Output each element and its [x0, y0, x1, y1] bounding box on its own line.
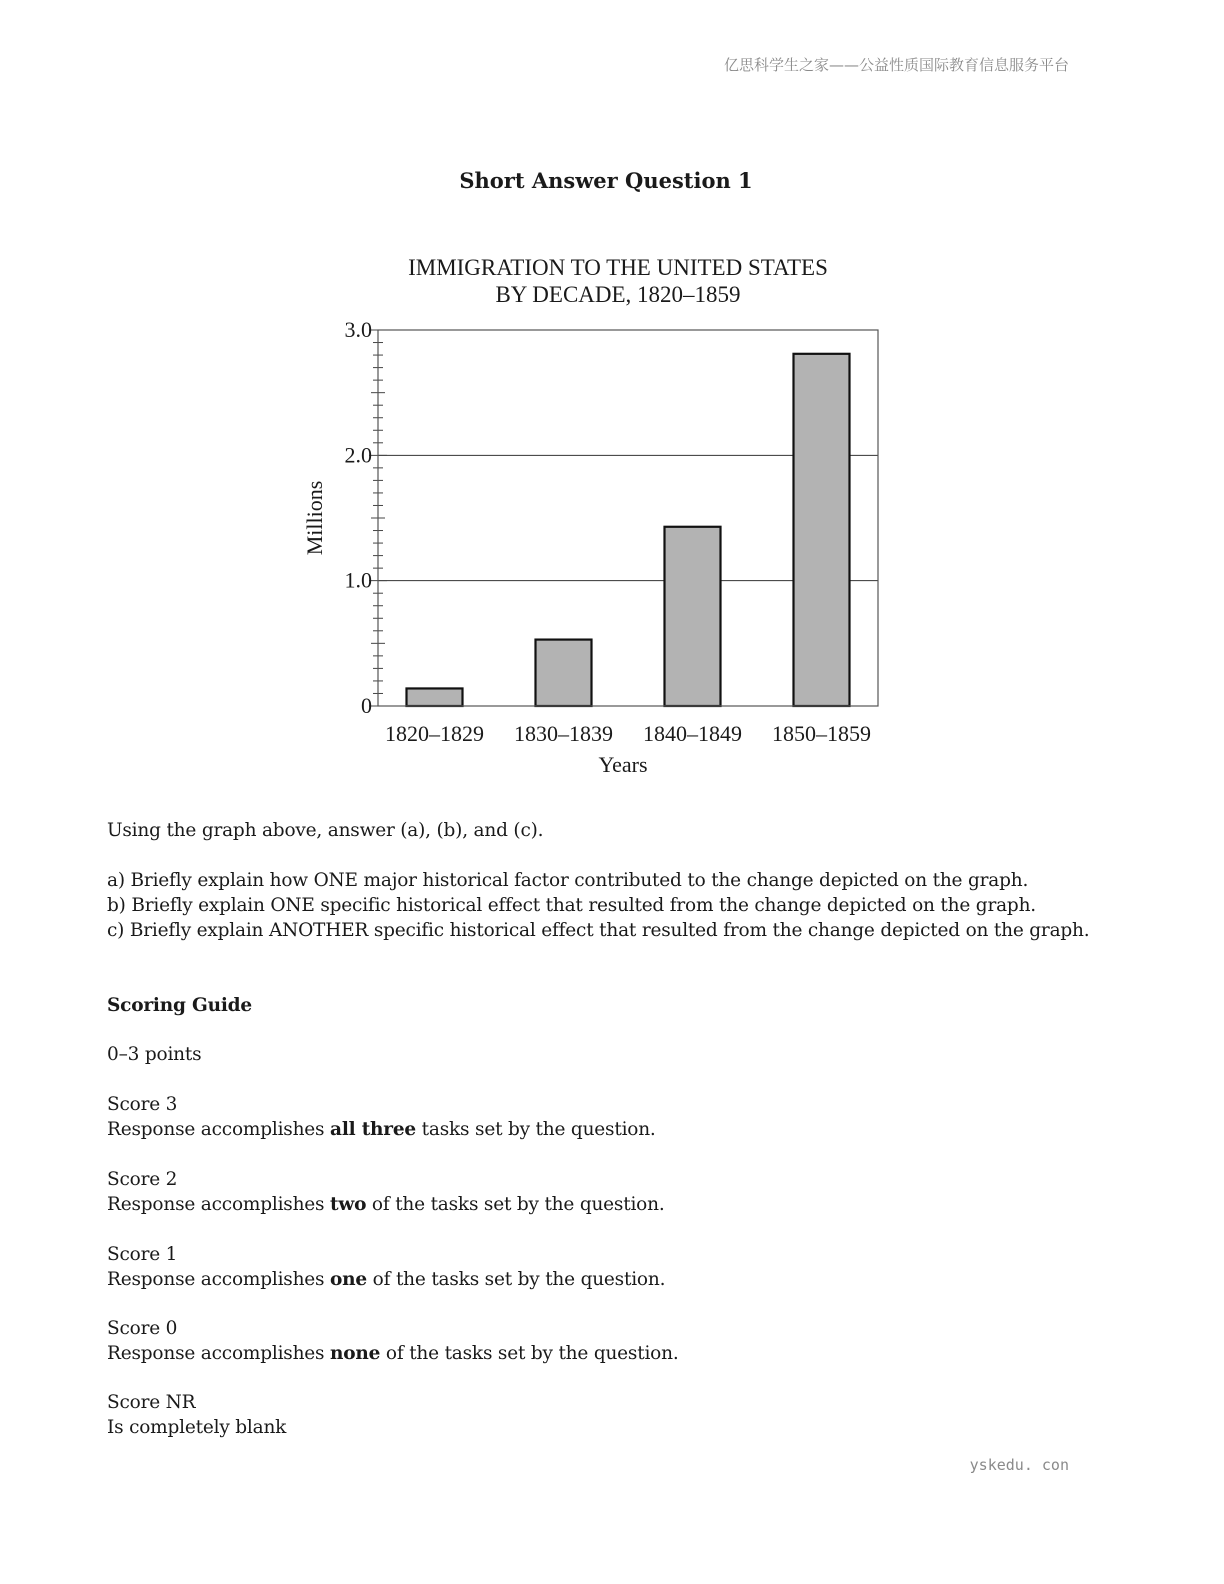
x-tick-label-0: 1820–1829 — [385, 721, 484, 746]
y-tick-label-0: 0 — [361, 693, 372, 718]
page-title: Short Answer Question 1 — [459, 168, 753, 193]
watermark-bottom: yskedu. con — [969, 1456, 1069, 1474]
x-tick-label-3: 1850–1859 — [772, 721, 871, 746]
score-nr-description: Is completely blank — [107, 1417, 287, 1438]
x-tick-label-2: 1840–1849 — [643, 721, 742, 746]
score-0-block — [107, 1316, 1117, 1366]
score-1-description — [107, 1267, 1117, 1292]
question-c: c) Briefly explain ANOTHER specific historical effect that resulted from the change depicted on the graph. — [107, 920, 1090, 941]
score-3-block — [107, 1092, 1117, 1142]
y-tick-label-1: 1.0 — [344, 567, 372, 593]
scoring-range-block — [107, 1042, 1117, 1067]
score-0-emphasis: none — [330, 1343, 381, 1364]
scoring-range: 0–3 points — [107, 1044, 202, 1065]
chart-title-line2: BY DECADE, 1820–1859 — [495, 282, 741, 307]
score-3-pre: Response accomplishes — [107, 1119, 331, 1140]
score-0-pre: Response accomplishes — [107, 1343, 331, 1364]
score-2-label: Score 2 — [107, 1169, 178, 1190]
chart-bars — [407, 354, 850, 706]
chart-y-axis-label: Millions — [302, 480, 327, 556]
immigration-bar-chart — [290, 248, 890, 788]
score-1-emphasis: one — [330, 1269, 367, 1290]
scoring-guide — [107, 993, 1117, 1018]
score-0-post: of the tasks set by the question. — [380, 1343, 679, 1364]
score-3-description — [107, 1117, 1117, 1142]
y-tick-label-3: 3.0 — [344, 317, 372, 342]
score-3-post: tasks set by the question. — [416, 1119, 656, 1140]
y-tick-label-2: 2.0 — [344, 442, 372, 468]
score-1-label: Score 1 — [107, 1244, 178, 1265]
score-1-pre: Response accomplishes — [107, 1269, 331, 1290]
score-1-post: of the tasks set by the question. — [367, 1269, 666, 1290]
bar-0 — [407, 688, 463, 706]
score-0-description — [107, 1341, 1117, 1366]
chart-title-line1: IMMIGRATION TO THE UNITED STATES — [408, 255, 828, 280]
score-2-pre: Response accomplishes — [107, 1194, 331, 1215]
question-intro — [107, 818, 1117, 843]
score-2-post: of the tasks set by the question. — [366, 1194, 665, 1215]
chart-x-axis-label: Years — [598, 752, 648, 777]
chart-y-axis — [345, 317, 388, 718]
question-list — [107, 868, 1117, 943]
bar-3 — [794, 354, 850, 706]
score-nr-label: Score NR — [107, 1392, 196, 1413]
score-0-label: Score 0 — [107, 1318, 178, 1339]
watermark-top: 亿思科学生之家——公益性质国际教育信息服务平台 — [723, 56, 1069, 74]
score-2-emphasis: two — [330, 1194, 367, 1215]
score-2-block — [107, 1167, 1117, 1217]
scoring-heading: Scoring Guide — [107, 995, 252, 1016]
bar-1 — [536, 640, 592, 706]
bar-2 — [665, 527, 721, 706]
score-1-block — [107, 1242, 1117, 1292]
intro-text: Using the graph above, answer (a), (b), and (c). — [107, 820, 544, 841]
score-nr-block — [107, 1390, 1117, 1440]
score-3-emphasis: all three — [330, 1119, 416, 1140]
question-a: a) Briefly explain how ONE major historical factor contributed to the change depicted on the graph. — [107, 870, 1029, 891]
score-3-label: Score 3 — [107, 1094, 178, 1115]
question-b: b) Briefly explain ONE specific historical effect that resulted from the change depicted on the graph. — [107, 895, 1036, 916]
x-tick-label-1: 1830–1839 — [514, 721, 613, 746]
score-2-description — [107, 1192, 1117, 1217]
chart-x-tick-labels — [385, 721, 871, 746]
